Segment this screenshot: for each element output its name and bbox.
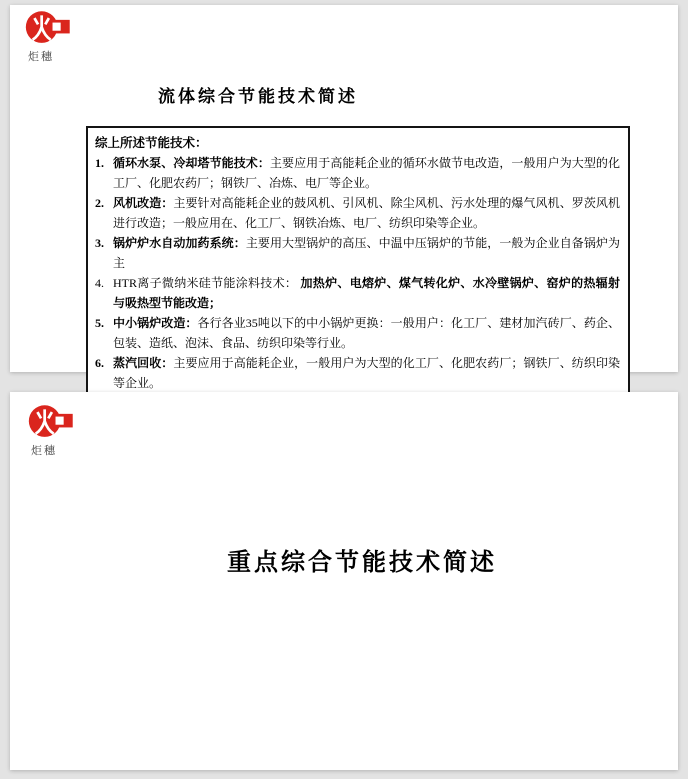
company-logo: [25, 9, 75, 64]
item-number: 2.: [95, 196, 104, 210]
slide2-title: 重点综合节能技术简述: [227, 550, 497, 576]
item-number: 3.: [95, 236, 104, 250]
item-text: 蒸汽回收：主要应用于高能耗企业，一般用户为大型的化工厂、化肥农药厂；钢铁厂、纺织印染等企业。: [113, 356, 620, 390]
slide-page-1: [10, 5, 678, 390]
item-text: 锅炉炉水自动加药系统：主要用大型锅炉的高压、中温中压锅炉的节能，一般为企业自备锅炉为主: [113, 236, 620, 270]
torch-flame-icon: [25, 9, 71, 47]
company-logo: [28, 403, 78, 458]
item-text: 中小锅炉改造：各行各业35吨以下的中小锅炉更换：一般用户：化工厂、建材加汽砖厂、药企、包装、造纸、泡沫、食品、纺织印染等行业。: [113, 316, 620, 350]
list-item: [95, 153, 620, 193]
summary-box: [86, 126, 630, 401]
item-number: 6.: [95, 356, 104, 370]
list-item: [95, 193, 620, 233]
item-text: 循环水泵、冷却塔节能技术：主要应用于高能耗企业的循环水做节电改造，一般用户为大型的化工厂、化肥农药厂；钢铁厂、冶炼、电厂等企业。: [113, 156, 620, 190]
item-number: 4.: [95, 276, 104, 290]
list-item: [95, 233, 620, 273]
logo-text: 炬穗: [31, 445, 57, 457]
slide1-title: 流体综合节能技术简述: [158, 87, 358, 106]
logo-text: 炬穗: [28, 51, 54, 63]
slide-page-2: [10, 392, 678, 770]
item-number: 5.: [95, 316, 104, 330]
box-header: 综上所述节能技术：: [95, 136, 208, 150]
list-item: [95, 353, 620, 393]
item-number: 1.: [95, 156, 104, 170]
list-item: [95, 313, 620, 353]
box-items: [95, 153, 620, 393]
list-item: [95, 273, 620, 313]
item-text: 风机改造：主要针对高能耗企业的鼓风机、引风机、除尘风机、污水处理的爆气风机、罗茨风机进行改造；一般应用在、化工厂、钢铁冶炼、电厂、纺织印染等企业。: [113, 196, 620, 230]
item-text: HTR离子微纳米硅节能涂料技术： 加热炉、电熔炉、煤气转化炉、水冷壁锅炉、窑炉的热辐射与吸热型节能改造；: [113, 276, 620, 310]
torch-flame-icon: [28, 403, 74, 441]
